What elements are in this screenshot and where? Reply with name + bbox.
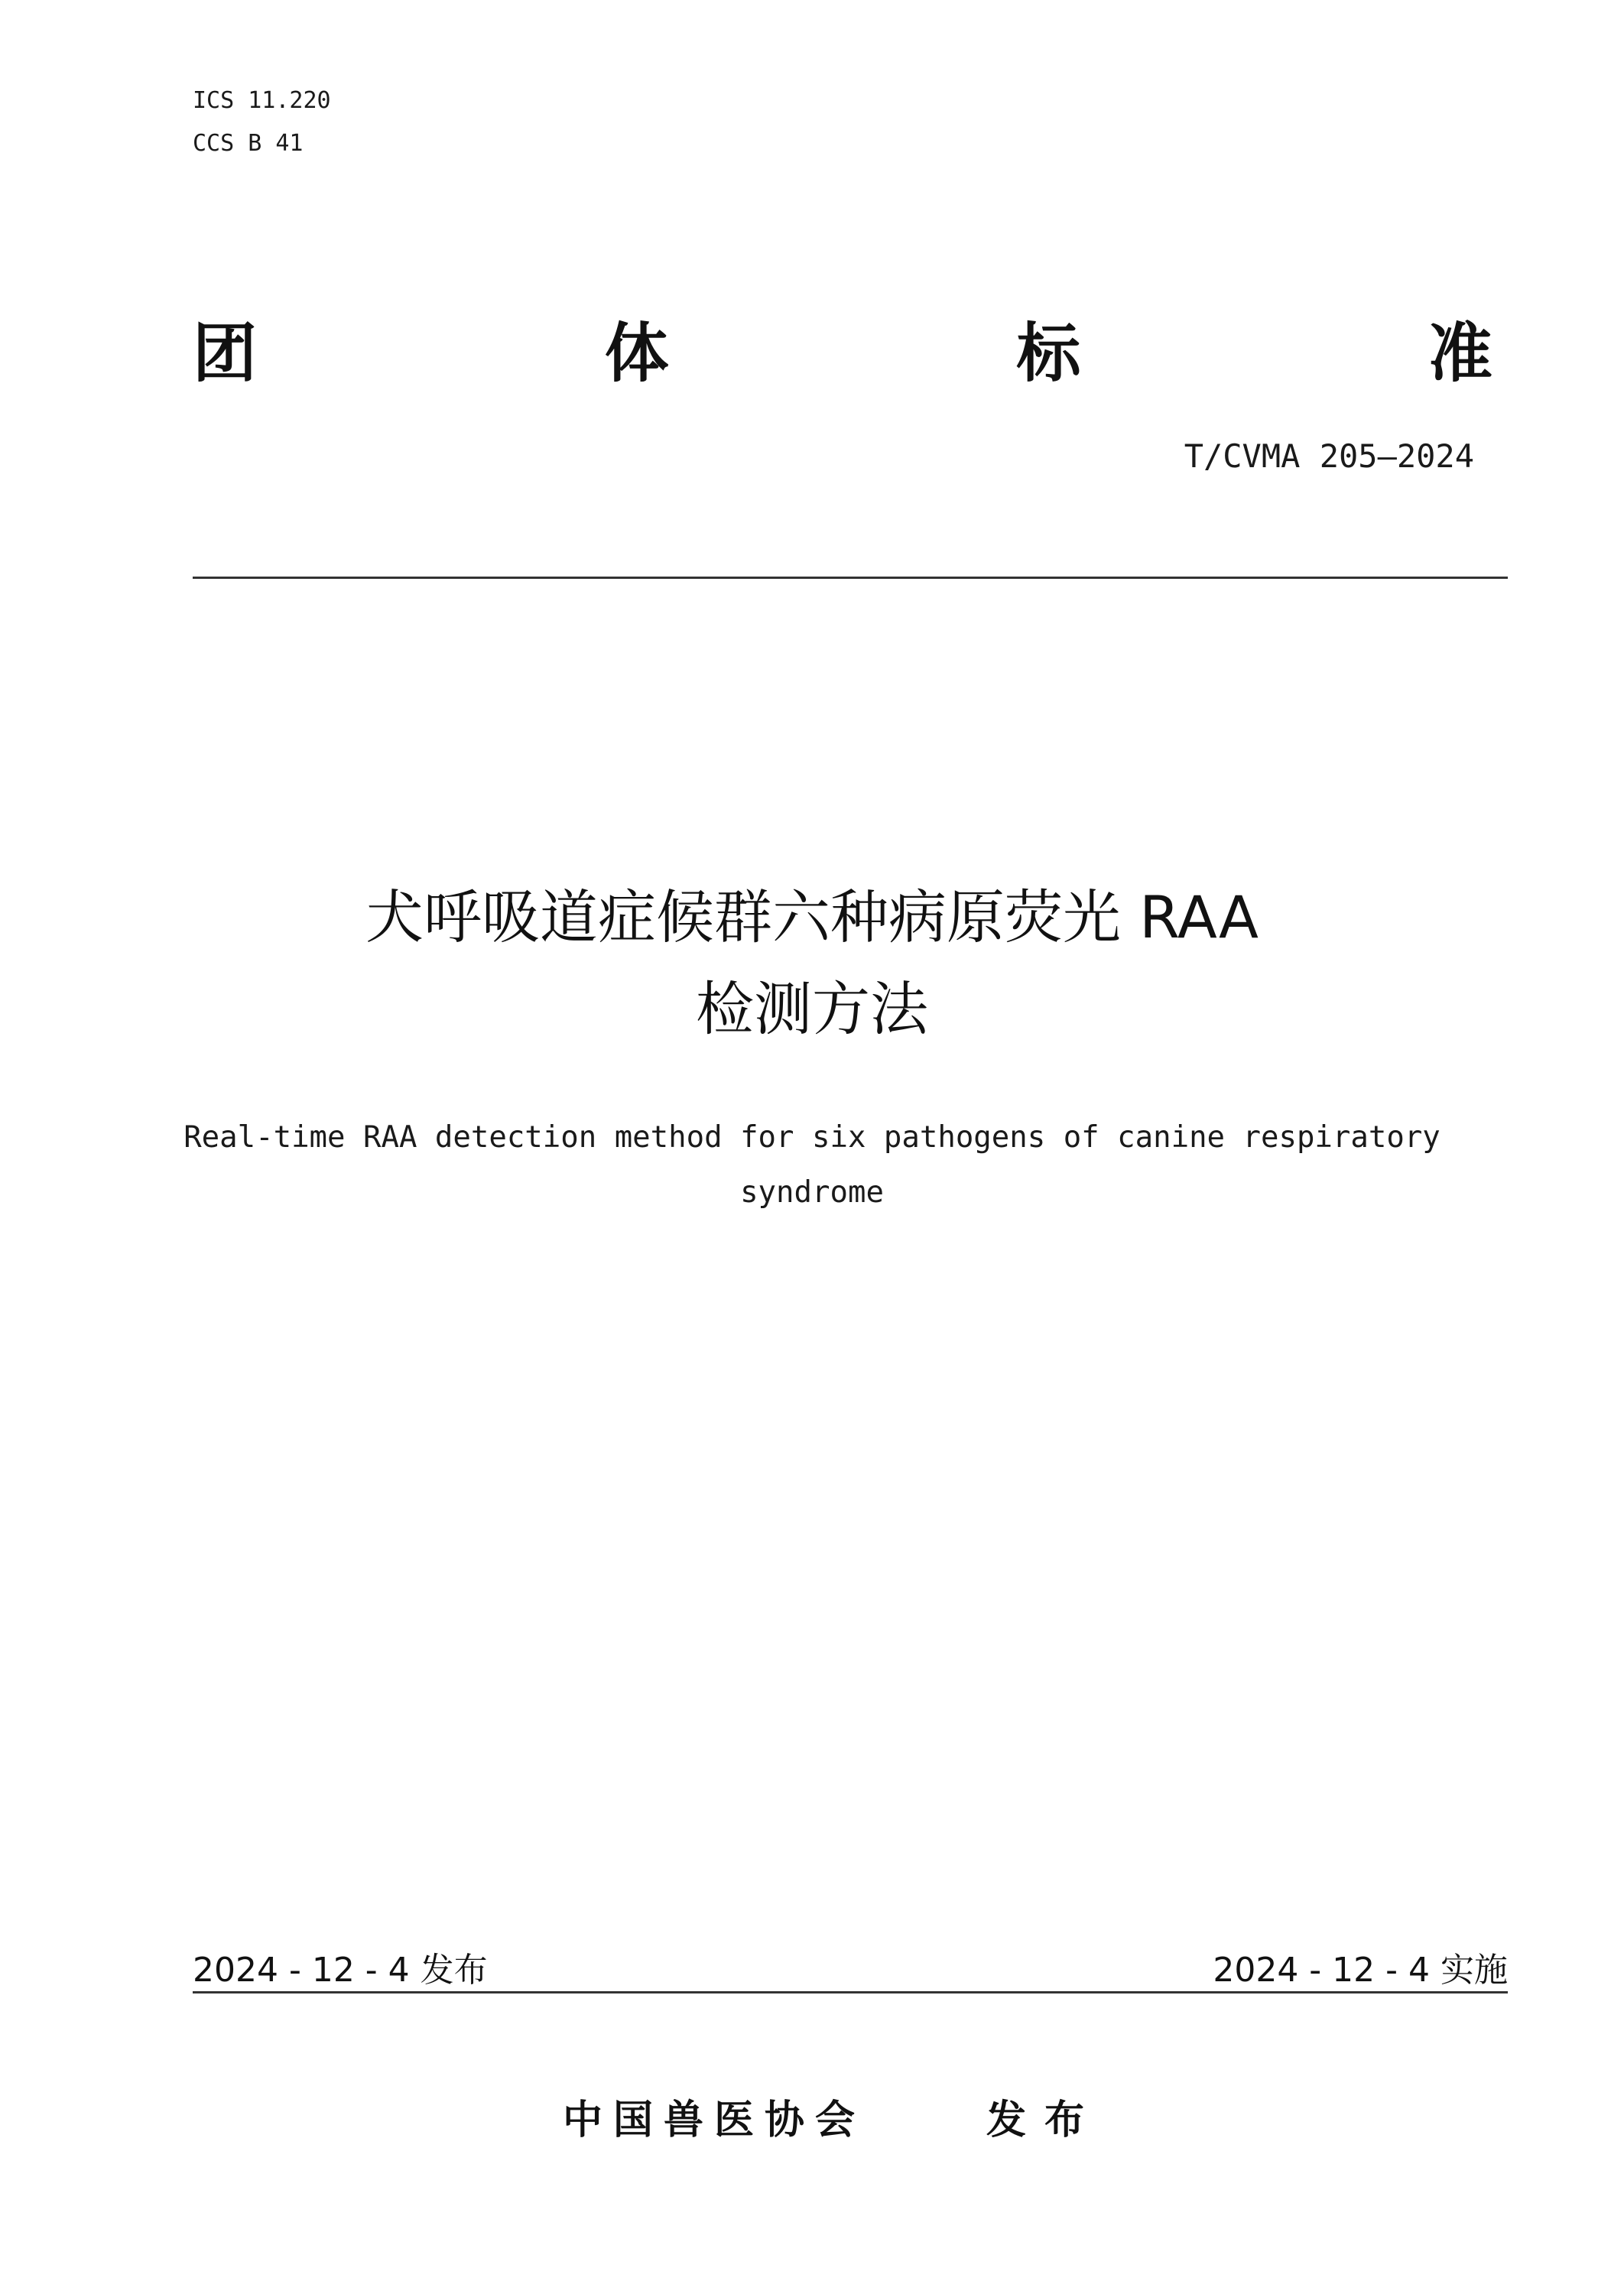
bottom-divider — [193, 1991, 1508, 1993]
implementation-date: 2024 - 12 - 4 实施 — [1213, 1951, 1508, 1990]
chinese-title — [0, 872, 1624, 1055]
chinese-title-line-1: 犬呼吸道症候群六种病原荧光 RAA — [365, 883, 1259, 951]
standard-number: T/CVMA 205—2024 — [1184, 437, 1474, 475]
standard-type-char: 准 — [1427, 315, 1492, 391]
standard-type-char: 标 — [1016, 315, 1081, 391]
english-title-line-1: Real-time RAA detection method for six pathogens of canine respiratory — [184, 1120, 1440, 1155]
standard-type-char: 团 — [193, 315, 258, 391]
standard-type-char: 体 — [604, 315, 669, 391]
publisher-name: 中国兽医协会 — [563, 2097, 866, 2143]
ccs-code: CCS B 41 — [193, 130, 304, 157]
top-divider — [193, 577, 1508, 579]
publish-label: 发布 — [986, 2097, 1103, 2143]
standard-type-heading — [193, 306, 1492, 390]
english-title — [0, 1110, 1624, 1220]
ics-code: ICS 11.220 — [193, 87, 331, 114]
classification-codes — [193, 80, 331, 165]
english-title-line-2: syndrome — [740, 1175, 884, 1210]
chinese-title-line-2: 检测方法 — [696, 975, 928, 1043]
issue-date: 2024 - 12 - 4 发布 — [193, 1951, 488, 1990]
